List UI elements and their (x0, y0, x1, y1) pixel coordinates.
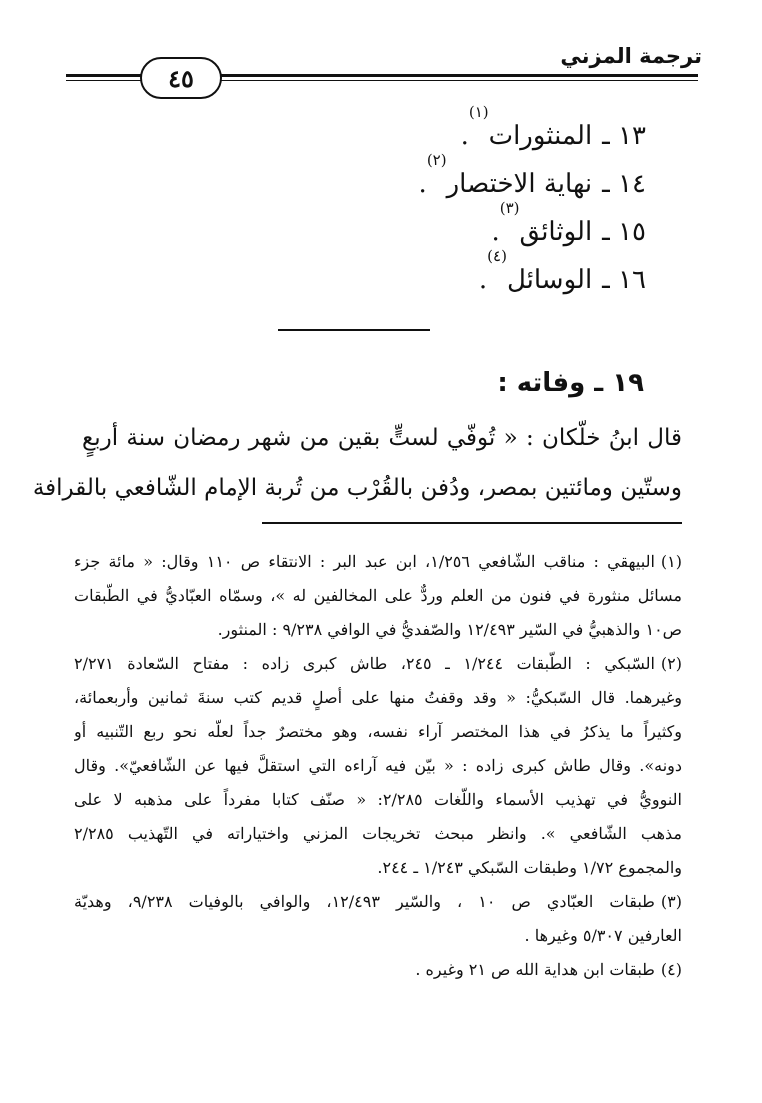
footnote (74, 953, 682, 987)
footnote-line: ص١٠ والذهبيُّ في السّير ١٢/٤٩٣ والصّفديُّ في الوافي ٩/٢٣٨ : المنثور. (217, 620, 682, 639)
list-item (126, 151, 646, 208)
work-title: نهاية الاختصار (446, 169, 593, 199)
footnote-line: طبقات العبّادي ص ١٠ ، والسّير ١٢/٤٩٣، والوافي بالوفيات ٩/٢٣٨، وهديّة (74, 892, 655, 911)
list-item (126, 103, 646, 160)
footnote-line: طبقات ابن هداية الله ص ٢١ وغيره . (415, 960, 655, 979)
item-end: . (418, 169, 427, 199)
item-number: ١٥ ـ (602, 217, 646, 247)
section-heading: ١٩ ـ وفاته : (497, 368, 644, 398)
body-paragraph (32, 413, 682, 513)
footnote-ref: (٤) (487, 247, 507, 265)
footnote-line: العارفين ٥/٣٠٧ وغيرها . (524, 926, 682, 945)
footnote-marker: (١) (660, 552, 682, 571)
footnote-line: وغيرهما. قال السّبكيُّ: « وقد وقفتُ منها على أصلٍ قديم كتب سنةَ ثمانين وأربعمائة، (74, 688, 682, 707)
footnote (74, 647, 682, 885)
footnote-line: والمجموع ١/٧٢ وطبقات السّبكي ١/٢٤٣ ـ ٢٤٤. (377, 858, 682, 877)
footnote-ref: (١) (468, 103, 489, 121)
footnote-marker: (٤) (660, 960, 682, 979)
work-title: المنثورات (488, 121, 593, 151)
footnote (74, 885, 682, 953)
body-line: قال ابنُ خلّكان : « تُوفّي لستٍّ بقين من شهر رمضان سنة أربعٍ (82, 425, 682, 451)
footnote-line: السّبكي : الطّبقات ١/٢٤٤ ـ ٢٤٥، طاش كبرى زاده : مفتاح السّعادة ٢/٢٧١ (74, 654, 655, 673)
footnote-line: دونه». وقال طاش كبرى زاده : « بيّن فيه آراءه التي استقلَّ فيها عن الشّافعيّ». وقال (74, 756, 682, 775)
footnote-line: البيهقي : مناقب الشّافعي ١/٢٥٦، ابن عبد البر : الانتقاء ص ١١٠ وقال: « مائة جزء (74, 552, 655, 571)
footnote-ref: (٢) (426, 151, 447, 169)
footnote-marker: (٣) (660, 892, 682, 911)
footnote-line: النوويُّ في تهذيب الأسماء واللّغات ٢/٢٨٥: « صنّف كتابا مفرداً على مذهبه لا على (74, 790, 682, 809)
running-title: ترجمة المزني (560, 44, 702, 68)
works-list (126, 103, 646, 304)
work-title: الوسائل (506, 265, 593, 295)
body-line: وستّين ومائتين بمصر، ودُفن بالقُرْب من تُربة الإمام الشّافعي بالقرافة (32, 475, 682, 501)
footnote-ref: (٣) (499, 199, 520, 217)
page-number: ٤٥ (140, 57, 222, 99)
item-end: . (460, 121, 469, 151)
section-divider (278, 329, 430, 331)
footnote-line: وكثيراً ما يذكرُ في هذا المختصر آراء نفسه، وهو مختصرٌ جداً لعلّه نحو ربع التّنبيه أو (74, 722, 682, 741)
list-item (126, 199, 646, 256)
work-title: الوثائق (519, 217, 593, 247)
list-item (126, 247, 646, 304)
item-number: ١٣ ـ (602, 121, 646, 151)
footnote-separator (262, 522, 682, 524)
item-number: ١٦ ـ (602, 265, 646, 295)
footnote-marker: (٢) (660, 654, 682, 673)
footnotes (74, 545, 682, 987)
item-end: . (478, 265, 488, 295)
item-number: ١٤ ـ (602, 169, 646, 199)
item-end: . (491, 217, 500, 247)
footnote-line: مسائل منثورة في فنون من العلم وردٌّ على المخالفين له »، وسمّاه العبّاديُّ في الطّبقات (74, 586, 682, 605)
footnote (74, 545, 682, 647)
footnote-line: مذهب الشّافعي ». وانظر مبحث تخريجات المزني واختياراته في التّهذيب ٢/٢٨٥ (74, 824, 682, 843)
